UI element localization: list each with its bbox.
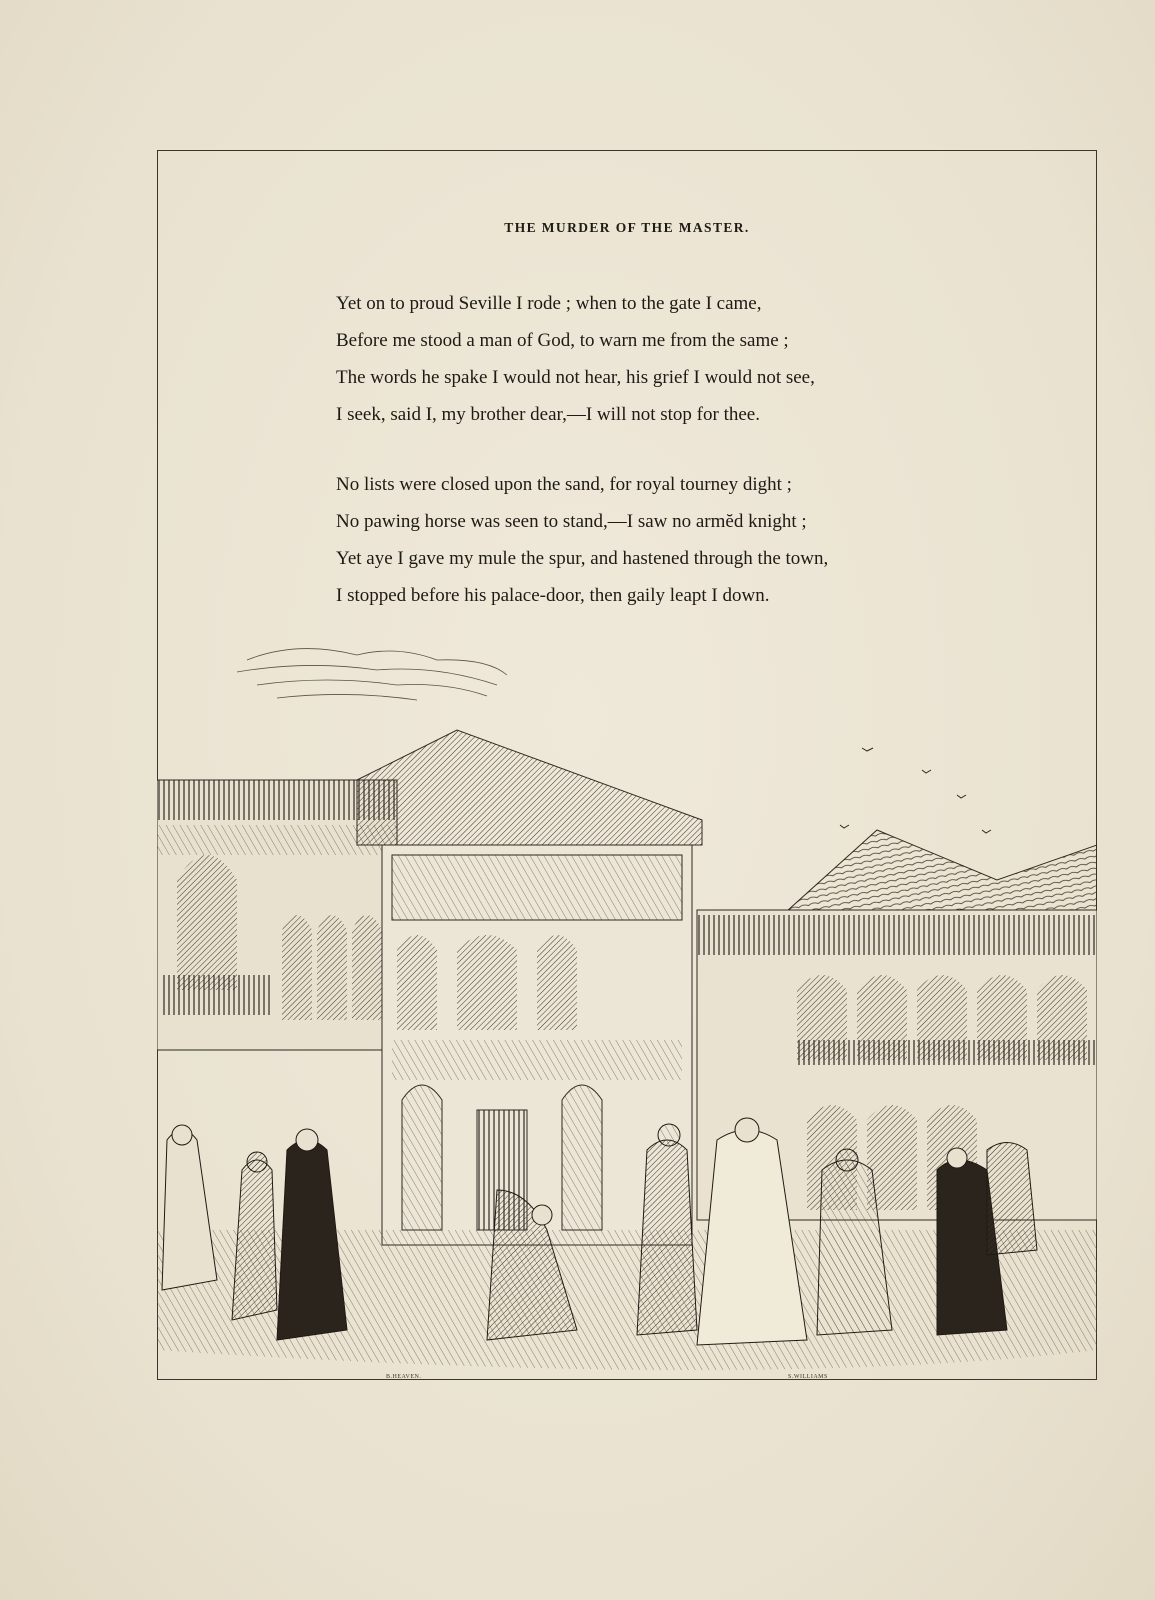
clouds: [237, 649, 507, 700]
verse-line: Yet aye I gave my mule the spur, and hastened through the town,: [336, 548, 829, 569]
verse-line: I stopped before his palace-door, then gaily leapt I down.: [336, 585, 770, 606]
stanza-2: [336, 466, 828, 614]
page-title: THE MURDER OF THE MASTER.: [504, 220, 750, 235]
engraver-signature-left: B.HEAVEN.: [386, 1374, 422, 1380]
stanza-1: [336, 285, 815, 433]
verse-line: The words he spake I would not hear, his grief I would not see,: [336, 367, 815, 388]
engraver-signature-right: S.WILLIAMS: [788, 1374, 828, 1380]
verse-line: No lists were closed upon the sand, for royal tourney dight ;: [336, 474, 792, 495]
verse-line: I seek, said I, my brother dear,—I will not stop for thee.: [336, 404, 760, 425]
courtyard-engraving: [157, 630, 1097, 1380]
verse-line: Before me stood a man of God, to warn me from the same ;: [336, 330, 789, 351]
verse-line: Yet on to proud Seville I rode ; when to the gate I came,: [336, 293, 762, 314]
verse-line: No pawing horse was seen to stand,—I saw no armĕd knight ;: [336, 511, 807, 532]
birds: [840, 748, 991, 833]
